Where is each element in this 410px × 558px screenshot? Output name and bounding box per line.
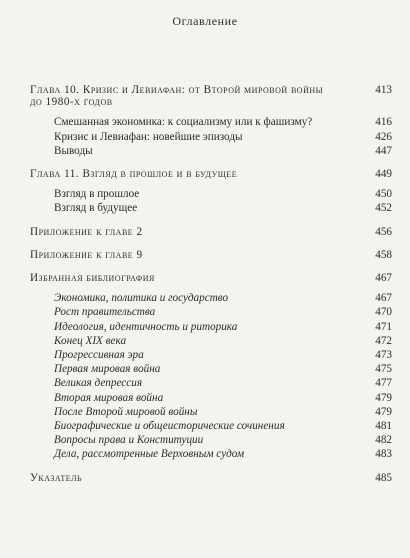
toc-page-number: 426 bbox=[375, 130, 392, 143]
toc-entry-title: Великая депрессия bbox=[54, 377, 143, 390]
toc-entry-title: Дела, рассмотренные Верховным судом bbox=[54, 448, 245, 461]
toc-entry-title: Выводы bbox=[54, 144, 93, 157]
toc-entry-title: Указатель bbox=[30, 471, 83, 484]
toc-entry-title: Глава 11. Взгляд в прошлое и в будущее bbox=[30, 168, 238, 181]
toc-entry-chapter-11[interactable] bbox=[30, 168, 392, 180]
toc-page-number: 477 bbox=[375, 377, 392, 390]
toc-entry-title: Кризис и Левиафан: новейшие эпизоды bbox=[54, 130, 243, 143]
toc-page-number: 470 bbox=[375, 306, 392, 319]
toc-page-number: 413 bbox=[375, 84, 392, 96]
toc-entry-subsection[interactable] bbox=[30, 406, 392, 418]
toc-entry-title: Вторая мировая война bbox=[54, 391, 164, 404]
toc-entry-section[interactable] bbox=[30, 116, 392, 128]
toc-page-number: 452 bbox=[375, 202, 392, 215]
toc-page-number: 447 bbox=[375, 144, 392, 157]
toc-entry-index[interactable] bbox=[30, 472, 392, 484]
toc-entry-subsection[interactable] bbox=[30, 448, 392, 460]
toc-entry-subsection[interactable] bbox=[30, 321, 392, 333]
toc-entry-title: Приложение к главе 2 bbox=[30, 225, 143, 238]
toc-entry-subsection[interactable] bbox=[30, 349, 392, 361]
toc-entry-title: Смешанная экономика: к социализму или к фашизму? bbox=[54, 116, 313, 129]
table-of-contents bbox=[30, 84, 392, 484]
toc-entry-section[interactable] bbox=[30, 145, 392, 157]
toc-page-number: 475 bbox=[375, 363, 392, 376]
toc-entry-title-line: до 1980-х годов bbox=[30, 96, 113, 109]
toc-page-number: 483 bbox=[375, 448, 392, 461]
toc-entry-section[interactable] bbox=[30, 202, 392, 214]
toc-entry-title: Вопросы права и Конституции bbox=[54, 434, 204, 447]
toc-entry-title bbox=[30, 84, 370, 108]
toc-page-number: 416 bbox=[375, 116, 392, 129]
toc-page-number: 450 bbox=[375, 188, 392, 201]
toc-entry-section[interactable] bbox=[30, 131, 392, 143]
toc-page-number: 479 bbox=[375, 391, 392, 404]
toc-entry-title: Взгляд в будущее bbox=[54, 202, 138, 215]
toc-entry-title: Избранная библиография bbox=[30, 272, 155, 285]
toc-page-number: 482 bbox=[375, 434, 392, 447]
toc-entry-title: Экономика, политика и государство bbox=[54, 292, 229, 305]
toc-entry-subsection[interactable] bbox=[30, 363, 392, 375]
toc-entry-subsection[interactable] bbox=[30, 306, 392, 318]
toc-entry-title-line: Глава 10. Кризис и Левиафан: от Второй мировой войны bbox=[30, 84, 324, 96]
toc-entry-bibliography[interactable] bbox=[30, 272, 392, 284]
toc-page-number: 467 bbox=[375, 292, 392, 305]
toc-entry-title: Прогрессивная эра bbox=[54, 349, 144, 362]
toc-entry-title: После Второй мировой войны bbox=[54, 405, 198, 418]
toc-entry-title: Приложение к главе 9 bbox=[30, 248, 143, 261]
toc-entry-title: Взгляд в прошлое bbox=[54, 188, 140, 201]
toc-page-number: 458 bbox=[375, 248, 392, 261]
toc-page-number: 456 bbox=[375, 225, 392, 238]
toc-entry-subsection[interactable] bbox=[30, 434, 392, 446]
toc-entry-title: Биографические и общеисторические сочинения bbox=[54, 420, 285, 433]
toc-page-number: 481 bbox=[375, 420, 392, 433]
toc-page-number: 485 bbox=[375, 471, 392, 484]
toc-entry-appendix-2[interactable] bbox=[30, 226, 392, 238]
toc-entry-subsection[interactable] bbox=[30, 292, 392, 304]
toc-entry-title: Идеология, идентичность и риторика bbox=[54, 320, 238, 333]
toc-page-number: 473 bbox=[375, 349, 392, 362]
toc-entry-title: Рост правительства bbox=[54, 306, 156, 319]
toc-entry-subsection[interactable] bbox=[30, 377, 392, 389]
toc-page-number: 449 bbox=[375, 168, 392, 181]
running-head: Оглавление bbox=[172, 14, 238, 28]
toc-entry-title: Конец XIX века bbox=[54, 334, 127, 347]
toc-page-number: 479 bbox=[375, 405, 392, 418]
toc-entry-subsection[interactable] bbox=[30, 335, 392, 347]
toc-entry-subsection[interactable] bbox=[30, 420, 392, 432]
toc-entry-title: Первая мировая война bbox=[54, 363, 161, 376]
toc-page-number: 472 bbox=[375, 334, 392, 347]
toc-page-number: 467 bbox=[375, 272, 392, 285]
toc-page-number: 471 bbox=[375, 320, 392, 333]
toc-entry-appendix-9[interactable] bbox=[30, 249, 392, 261]
toc-entry-chapter-10[interactable] bbox=[30, 84, 392, 108]
toc-entry-section[interactable] bbox=[30, 188, 392, 200]
toc-entry-subsection[interactable] bbox=[30, 392, 392, 404]
